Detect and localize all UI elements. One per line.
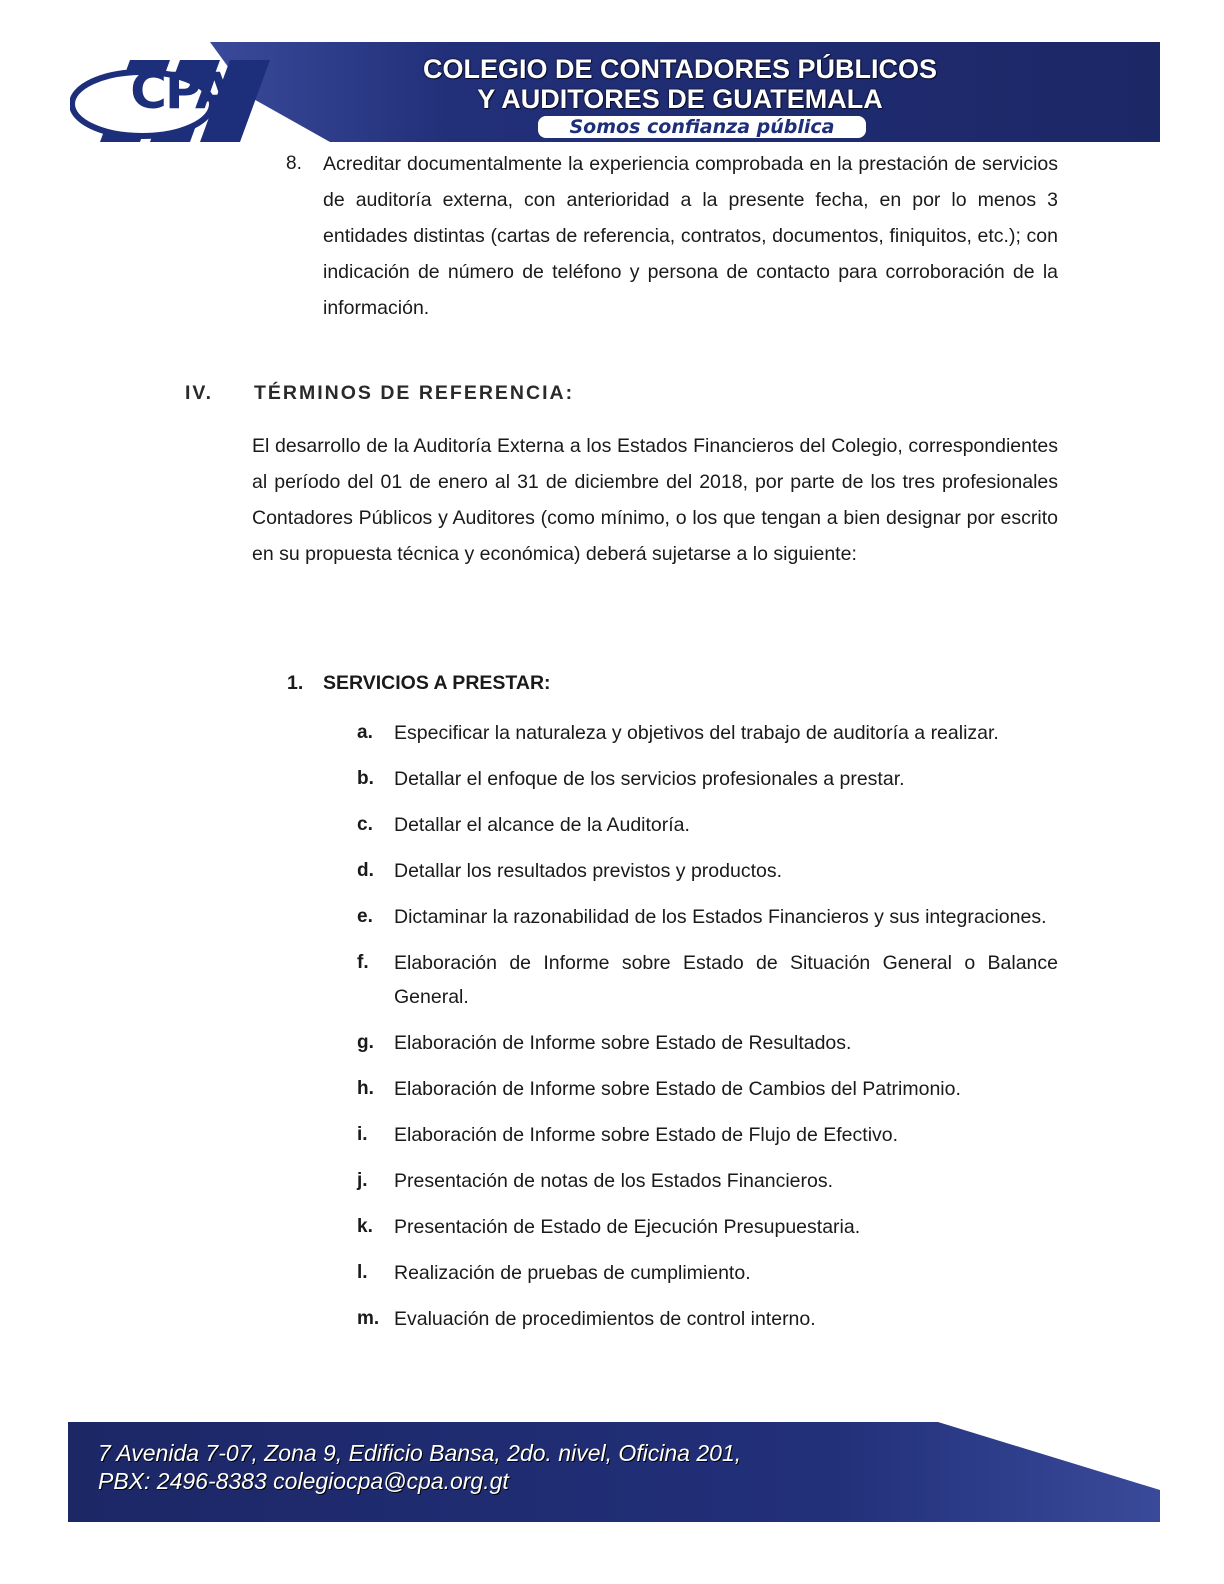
list-item-letter: i.: [357, 1124, 368, 1145]
subsection-title: SERVICIOS A PRESTAR:: [323, 672, 551, 694]
list-item-letter: g.: [357, 1032, 374, 1053]
list-item-text: Realización de pruebas de cumplimiento.: [394, 1262, 751, 1284]
list-item-letter: j.: [357, 1170, 368, 1191]
list-item-letter: c.: [357, 814, 373, 835]
list-item-text: Dictaminar la razonabilidad de los Estados Financieros y sus integraciones.: [394, 906, 1047, 928]
footer-address: 7 Avenida 7-07, Zona 9, Edificio Bansa, 2do. nivel, Oficina 201,: [98, 1440, 742, 1466]
footer-contact: PBX: 2496-8383 colegiocpa@cpa.org.gt: [98, 1468, 509, 1494]
list-item-letter: f.: [357, 952, 369, 973]
requirement-item-8: [286, 146, 1058, 326]
list-item: [357, 1072, 1058, 1106]
section-paragraph: [252, 428, 1058, 572]
slogan: Somos confianza pública: [538, 116, 866, 138]
list-item-text: Detallar el enfoque de los servicios profesionales a prestar.: [394, 768, 905, 790]
list-item: [357, 762, 1058, 796]
list-item-letter: d.: [357, 860, 374, 881]
list-item: [357, 808, 1058, 842]
letterhead-header: [70, 42, 1160, 142]
list-item-letter: e.: [357, 906, 373, 927]
item-text: Acreditar documentalmente la experiencia comprobada en la prestación de servicios de auditoría externa, con anterioridad a la presente fecha, en por lo menos 3 entidades distintas (cartas de referencia, contratos, documentos, finiquitos, etc.); con indicación de número de teléfono y persona de contacto para corroboración de la información.: [323, 153, 1058, 319]
list-item-letter: m.: [357, 1308, 380, 1329]
list-item-text: Elaboración de Informe sobre Estado de Situación General o Balance General.: [394, 952, 1058, 1008]
list-item-text: Detallar el alcance de la Auditoría.: [394, 814, 690, 836]
section-paragraph-text: El desarrollo de la Auditoría Externa a los Estados Financieros del Colegio, correspondientes al período del 01 de enero al 31 de diciembre del 2018, por parte de los tres profesionales Contadores Públicos y Auditores (como mínimo, o los que tengan a bien designar por escrito en su propuesta técnica y económica) deberá sujetarse a lo siguiente:: [252, 435, 1058, 565]
list-item-letter: l.: [357, 1262, 368, 1283]
list-item-text: Presentación de notas de los Estados Financieros.: [394, 1170, 834, 1192]
logo: CPA: [130, 62, 232, 120]
org-title-line2: Y AUDITORES DE GUATEMALA: [477, 84, 883, 114]
list-item-letter: h.: [357, 1078, 374, 1099]
list-item: [357, 1026, 1058, 1060]
list-item: [357, 1118, 1058, 1152]
list-item: [357, 1164, 1058, 1198]
list-item: [357, 946, 1058, 1014]
item-number: 8.: [286, 153, 302, 174]
list-item: [357, 716, 1058, 750]
list-item-text: Evaluación de procedimientos de control interno.: [394, 1308, 816, 1330]
list-item-text: Elaboración de Informe sobre Estado de Cambios del Patrimonio.: [394, 1078, 961, 1100]
letterhead-footer: [68, 1422, 1160, 1522]
list-item-text: Presentación de Estado de Ejecución Presupuestaria.: [394, 1216, 861, 1238]
list-item: [357, 1256, 1058, 1290]
subsection-number: 1.: [287, 672, 304, 694]
list-item-text: Detallar los resultados previstos y productos.: [394, 860, 783, 882]
list-item: [357, 854, 1058, 888]
list-item-letter: b.: [357, 768, 374, 789]
list-item-letter: k.: [357, 1216, 373, 1237]
list-item-letter: a.: [357, 722, 373, 743]
list-item: [357, 900, 1058, 934]
list-item-text: Especificar la naturaleza y objetivos del trabajo de auditoría a realizar.: [394, 722, 999, 744]
list-item: [357, 1210, 1058, 1244]
list-item-text: Elaboración de Informe sobre Estado de Flujo de Efectivo.: [394, 1124, 899, 1146]
org-title-line1: COLEGIO DE CONTADORES PÚBLICOS: [422, 54, 938, 84]
services-list: [357, 716, 1058, 1348]
list-item-text: Elaboración de Informe sobre Estado de Resultados.: [394, 1032, 852, 1054]
section-title: TÉRMINOS DE REFERENCIA:: [254, 382, 575, 404]
section-number: IV.: [185, 382, 214, 404]
list-item: [357, 1302, 1058, 1336]
